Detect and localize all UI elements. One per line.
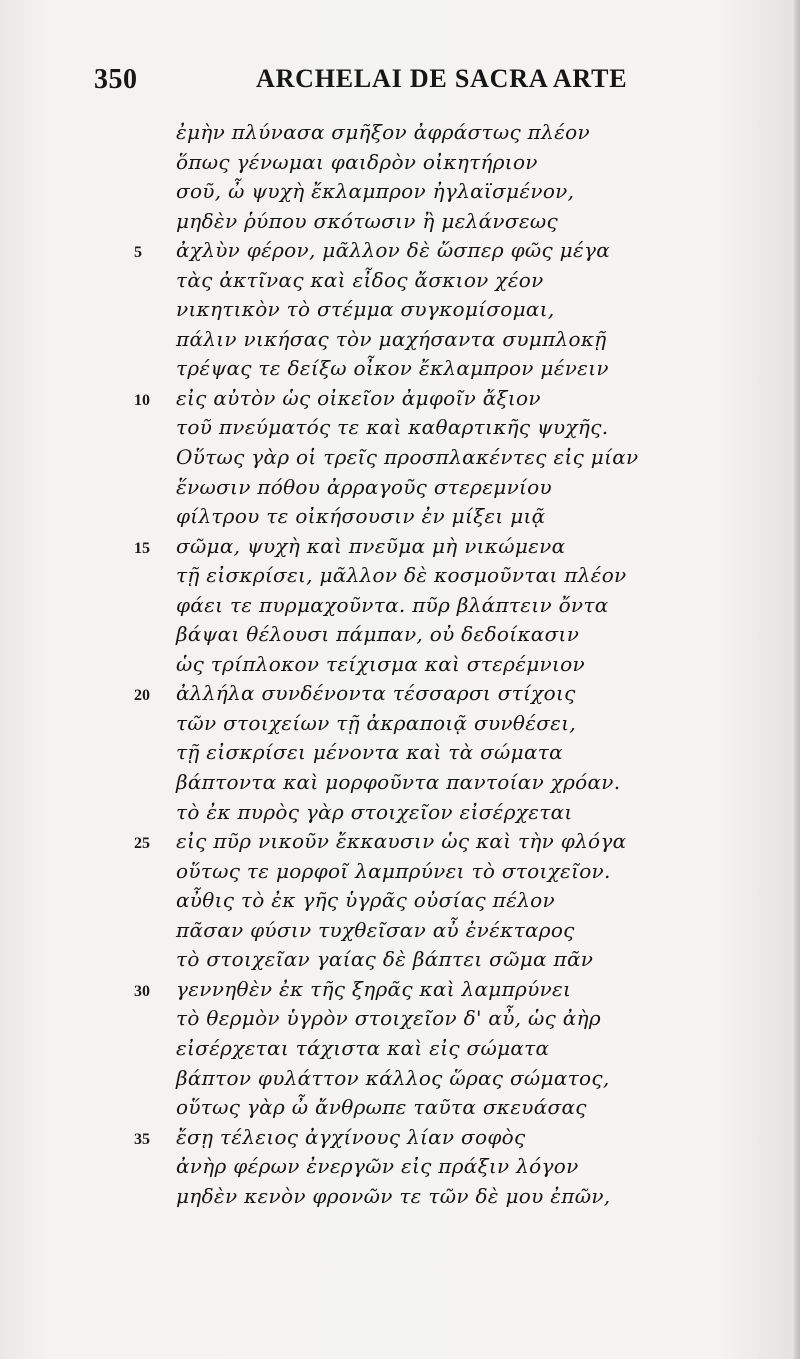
line-text: ὅπως γένωμαι φαιδρὸν οἰκητήριον [176,149,538,174]
verse-line [0,738,800,768]
line-text: μηδὲν ῥύπου σκότωσιν ἢ μελάνσεως [176,208,558,233]
line-text: τῶν στοιχείων τῇ ἀκραποιᾷ συνθέσει, [176,710,577,735]
line-text: ἀχλὺν φέρον, μᾶλλον δὲ ὥσπερ φῶς μέγα [176,238,611,263]
line-text: νικητικὸν τὸ στέμμα συγκομίσομαι, [176,297,555,322]
verse-line [0,768,800,798]
line-text: φίλτρου τε οἰκήσουσιν ἐν μίξει μιᾷ [176,504,546,529]
line-text: εἰσέρχεται τάχιστα καὶ εἰς σώματα [176,1035,550,1060]
line-text: τρέψας τε δείξω οἶκον ἔκλαμπρον μένειν [176,356,609,381]
line-text: εἰς πῦρ νικοῦν ἔκκαυσιν ὡς καὶ τὴν φλόγα [176,829,627,854]
verse-line [0,798,800,828]
line-text: τῇ εἰσκρίσει, μᾶλλον δὲ κοσμοῦνται πλέον [176,563,627,588]
line-text: βάπτοντα καὶ μορφοῦντα παντοίαν χρόαν. [176,770,621,795]
verse-line [0,443,800,473]
line-number: 5 [134,244,142,262]
verse-line [0,473,800,503]
verse-line [0,1182,800,1212]
verse-line [0,975,800,1005]
verse-line [0,1093,800,1123]
verse-line [0,295,800,325]
verse-line [0,1152,800,1182]
line-text: τὸ στοιχεῖαν γαίας δὲ βάπτει σῶμα πᾶν [176,947,594,972]
line-text: οὕτως γὰρ ὦ ἄνθρωπε ταῦτα σκευάσας [176,1095,587,1120]
verse-line [0,236,800,266]
line-number: 30 [134,982,150,1000]
verse-line [0,177,800,207]
verse-line [0,679,800,709]
running-title: ARCHELAI DE SACRA ARTE [256,64,628,93]
verse-line [0,591,800,621]
verse-line [0,384,800,414]
poem-text [0,118,800,1211]
verse-line [0,502,800,532]
line-number: 20 [134,687,150,705]
line-text: εἰς αὐτὸν ὡς οἰκεῖον ἀμφοῖν ἄξιον [176,385,541,410]
verse-line [0,118,800,148]
line-text: γεννηθὲν ἐκ τῆς ξηρᾶς καὶ λαμπρύνει [176,976,572,1001]
verse-line [0,709,800,739]
line-text: ἐμὴν πλύνασα σμῆξον ἀφράστως πλέον [176,120,590,144]
line-text: βάπτον φυλάττον κάλλος ὥρας σώματος, [176,1065,610,1090]
running-head [0,58,800,98]
line-text: πάλιν νικήσας τὸν μαχήσαντα συμπλοκῇ [176,326,607,351]
verse-line [0,1004,800,1034]
verse-line [0,1034,800,1064]
verse-line [0,827,800,857]
line-text: ἀνὴρ φέρων ἐνεργῶν εἰς πράξιν λόγον [176,1154,579,1179]
line-text: σοῦ, ὦ ψυχὴ ἔκλαμπρον ἠγλαϊσμένον, [176,179,575,204]
verse-line [0,532,800,562]
line-text: τὸ θερμὸν ὑγρὸν στοιχεῖον δ' αὖ, ὡς ἀὴρ [176,1006,601,1031]
verse-line [0,620,800,650]
line-text: Οὕτως γὰρ οἱ τρεῖς προσπλακέντες εἰς μίαν [176,445,639,470]
verse-line [0,148,800,178]
line-text: μηδὲν κενὸν φρονῶν τε τῶν δὲ μου ἐπῶν, [176,1183,611,1208]
verse-line [0,650,800,680]
line-text: οὕτως τε μορφοῖ λαμπρύνει τὸ στοιχεῖον. [176,858,611,883]
line-text: τὰς ἀκτῖνας καὶ εἶδος ἄσκιον χέον [176,267,544,292]
verse-line [0,561,800,591]
line-number: 10 [134,391,150,409]
verse-line [0,207,800,237]
verse-line [0,886,800,916]
line-text: βάψαι θέλουσι πάμπαν, οὐ δεδοίκασιν [176,622,580,647]
line-text: τὸ ἐκ πυρὸς γὰρ στοιχεῖον εἰσέρχεται [176,799,573,824]
line-text: ὡς τρίπλοκον τείχισμα καὶ στερέμνιον [176,651,585,676]
line-text: τοῦ πνεύματός τε καὶ καθαρτικῆς ψυχῆς. [176,415,609,440]
line-number: 15 [134,539,150,557]
line-text: αὖθις τὸ ἐκ γῆς ὑγρᾶς οὐσίας πέλον [176,888,555,913]
verse-line [0,413,800,443]
line-text: ἔσῃ τέλειος ἀγχίνους λίαν σοφὸς [176,1124,526,1149]
line-text: τῇ εἰσκρίσει μένοντα καὶ τὰ σώματα [176,740,563,765]
verse-line [0,857,800,887]
line-text: ἕνωσιν πόθου ἀρραγοῦς στερεμνίου [176,474,552,499]
line-text: φάει τε πυρμαχοῦντα. πῦρ βλάπτειν ὄντα [176,592,609,617]
verse-line [0,1064,800,1094]
page-number: 350 [94,64,138,95]
line-text: πᾶσαν φύσιν τυχθεῖσαν αὖ ἐνέκταρος [176,917,575,942]
verse-line [0,354,800,384]
verse-line [0,916,800,946]
verse-line [0,945,800,975]
line-text: ἀλλήλα συνδένοντα τέσσαρσι στίχοις [176,681,576,706]
line-number: 35 [134,1130,150,1148]
verse-line [0,325,800,355]
verse-line [0,266,800,296]
line-number: 25 [134,835,150,853]
verse-line [0,1123,800,1153]
line-text: σῶμα, ψυχὴ καὶ πνεῦμα μὴ νικώμενα [176,533,566,558]
